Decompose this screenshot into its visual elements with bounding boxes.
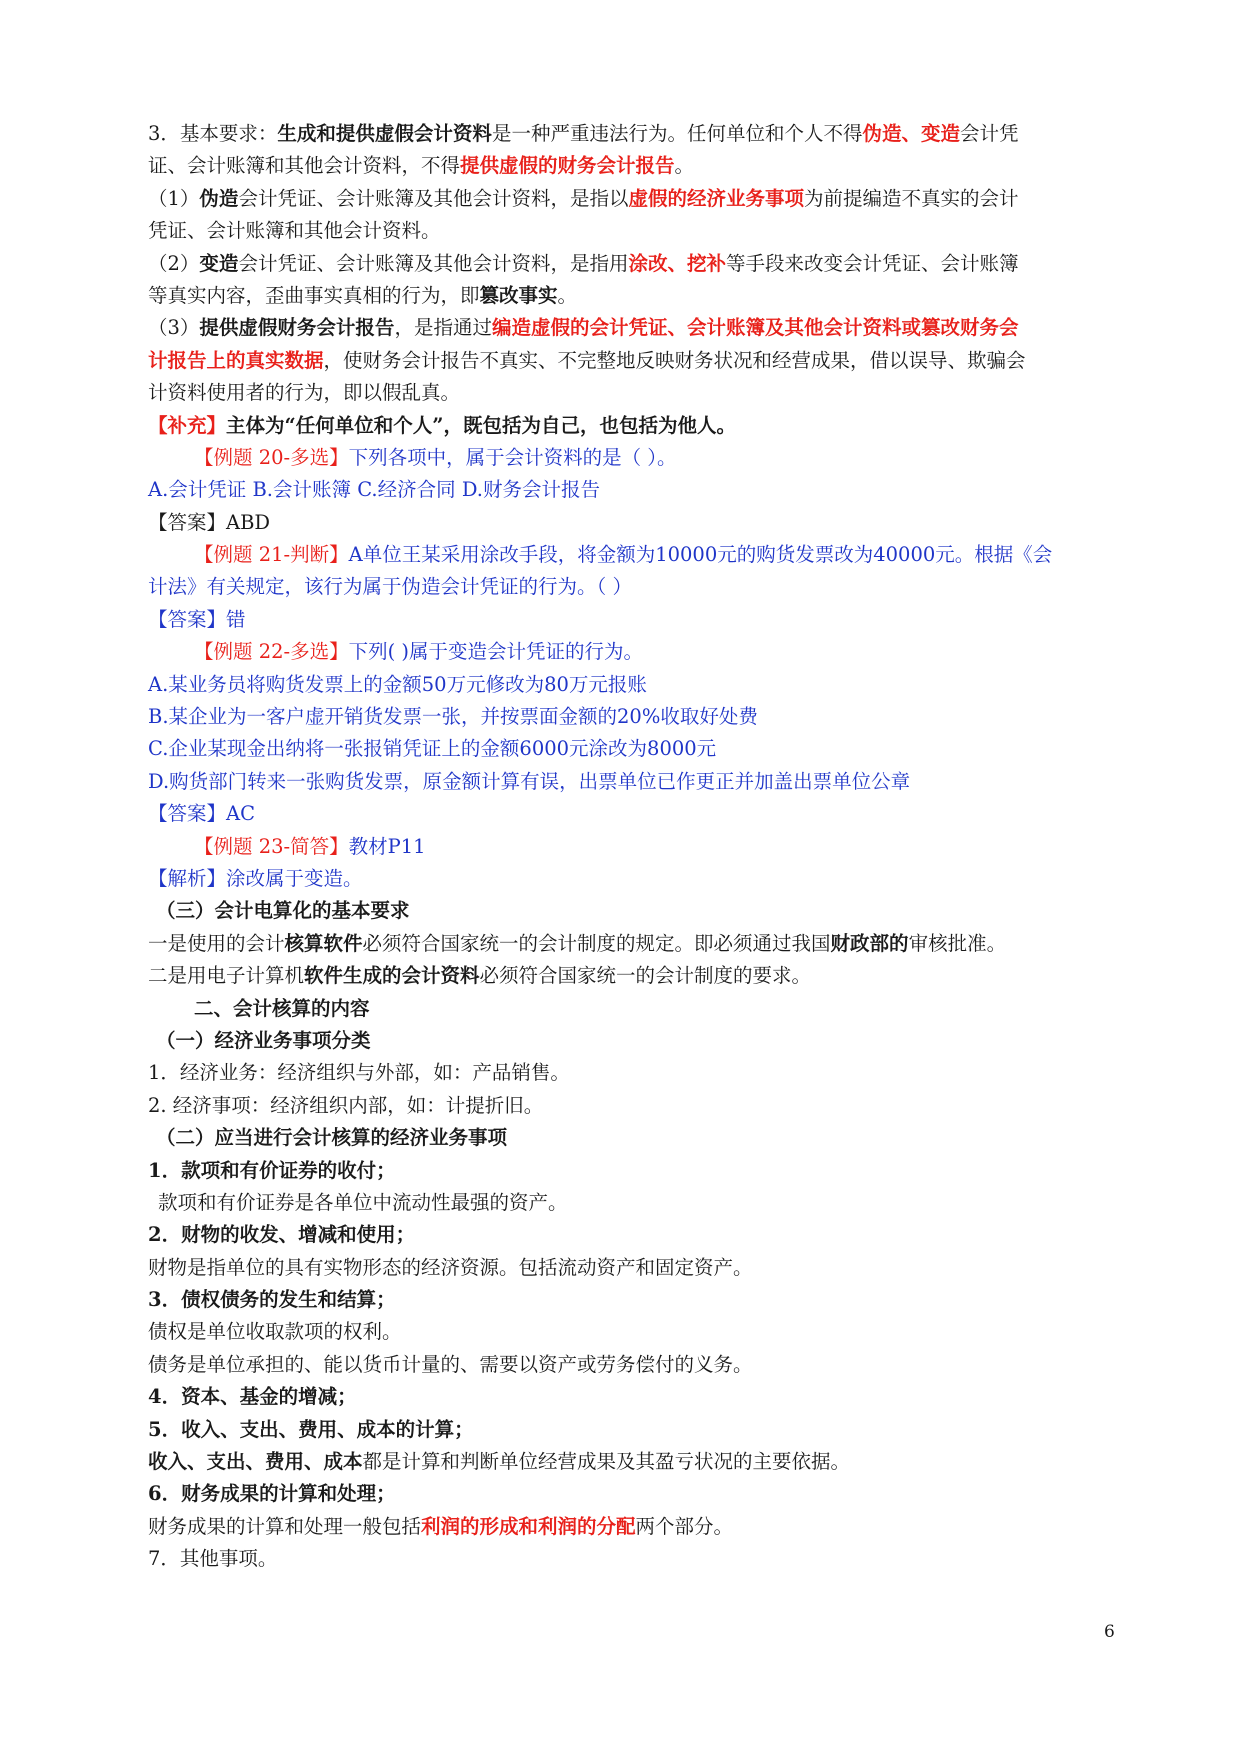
text-line xyxy=(148,669,1120,701)
text-line xyxy=(148,150,1120,182)
text-segment: 【例题 21-判断】 xyxy=(194,543,349,567)
page-number: 6 xyxy=(1104,1622,1115,1642)
text-segment: 5．收入、支出、费用、成本的计算； xyxy=(148,1417,474,1441)
text-segment: 利润的形成和利润的分配 xyxy=(421,1514,636,1538)
text-segment: 等真实内容，歪曲事实真相的行为，即 xyxy=(148,283,480,307)
text-segment: 财物是指单位的具有实物形态的经济资源。包括流动资产和固定资产。 xyxy=(148,1255,753,1279)
text-line xyxy=(148,410,1120,442)
text-segment: 计法》有关规定，该行为属于伪造会计凭证的行为。（ ） xyxy=(148,575,632,599)
text-segment: 1．款项和有价证券的收付； xyxy=(148,1158,396,1182)
text-line xyxy=(148,345,1120,377)
text-line xyxy=(148,1446,1120,1478)
text-segment: 收入、支出、费用、成本 xyxy=(148,1450,363,1474)
text-line xyxy=(148,1284,1120,1316)
text-segment: 【答案】AC xyxy=(148,802,256,826)
text-line xyxy=(148,474,1120,506)
text-segment: 【补充】 xyxy=(148,413,227,437)
text-line xyxy=(148,539,1120,571)
text-segment: 1．经济业务：经济组织与外部，如：产品销售。 xyxy=(148,1061,570,1085)
text-segment: 一是使用的会计 xyxy=(148,931,285,955)
text-segment: 生成和提供虚假会计资料 xyxy=(277,122,492,145)
text-segment: 证、会计账簿和其他会计资料，不得 xyxy=(148,154,461,178)
text-line xyxy=(148,1349,1120,1381)
text-segment: 【例题 20-多选】 xyxy=(194,445,349,469)
text-segment: 提供虚假的财务会计报告 xyxy=(460,154,675,178)
text-segment: 伪造、变造 xyxy=(862,122,960,145)
text-line xyxy=(148,1187,1120,1219)
text-line xyxy=(148,928,1120,960)
text-segment: 下列各项中，属于会计资料的是（ ）。 xyxy=(348,445,677,469)
text-line xyxy=(148,1090,1120,1122)
text-segment: A.某业务员将购货发票上的金额50万元修改为80万元报账 xyxy=(148,672,647,696)
text-segment: A单位王某采用涂改手段，将金额为10000元的购货发票改为40000元。根据《会 xyxy=(348,543,1053,567)
text-segment: 4．资本、基金的增减； xyxy=(148,1385,357,1409)
text-segment: （2） xyxy=(148,251,200,275)
text-segment: 变造 xyxy=(199,251,239,275)
text-segment: 计资料使用者的行为，即以假乱真。 xyxy=(148,381,461,405)
text-line xyxy=(148,312,1120,344)
text-segment: 编造虚假的会计凭证、会计账簿及其他会计资料或篡改财务会 xyxy=(491,316,1019,340)
text-segment: 必须符合国家统一的会计制度的要求。 xyxy=(479,964,812,988)
text-segment: D.购货部门转来一张购货发票，原金额计算有误，出票单位已作更正并加盖出票单位公章 xyxy=(148,769,911,793)
text-segment: 会计凭 xyxy=(959,122,1019,145)
text-segment: 7．其他事项。 xyxy=(148,1547,278,1571)
text-segment: 伪造 xyxy=(199,186,239,210)
text-segment: （一）经济业务事项分类 xyxy=(156,1028,371,1052)
text-segment: （3） xyxy=(148,316,200,340)
text-segment: 篡改事实 xyxy=(479,283,558,307)
text-segment: ，使财务会计报告不真实、不完整地反映财务状况和经营成果，借以误导、欺骗会 xyxy=(323,348,1026,372)
text-segment: ，是指通过 xyxy=(394,316,492,340)
text-line xyxy=(148,733,1120,765)
text-line xyxy=(148,993,1120,1025)
text-segment: 计报告上的真实数据 xyxy=(148,348,324,372)
text-segment: 二、会计核算的内容 xyxy=(194,996,370,1020)
text-segment: A.会计凭证 B.会计账簿 C.经济合同 D.财务会计报告 xyxy=(148,478,600,502)
text-line xyxy=(148,766,1120,798)
text-line xyxy=(148,863,1120,895)
text-line xyxy=(148,1025,1120,1057)
text-segment: 凭证、会计账簿和其他会计资料。 xyxy=(148,219,441,243)
text-segment: 债权是单位收取款项的权利。 xyxy=(148,1320,402,1344)
text-line xyxy=(148,1219,1120,1251)
text-segment: 3．债权债务的发生和结算； xyxy=(148,1288,396,1312)
text-line xyxy=(148,960,1120,992)
text-line xyxy=(148,1252,1120,1284)
text-segment: （三）会计电算化的基本要求 xyxy=(156,899,410,923)
text-segment: 债务是单位承担的、能以货币计量的、需要以资产或劳务偿付的义务。 xyxy=(148,1352,753,1376)
text-segment: 。 xyxy=(674,154,695,178)
text-line xyxy=(148,442,1120,474)
text-segment: 涂改、挖补 xyxy=(628,251,726,275)
text-segment: 【例题 22-多选】 xyxy=(194,640,349,664)
text-segment: 提供虚假财务会计报告 xyxy=(199,316,395,340)
text-line xyxy=(148,183,1120,215)
text-segment: 款项和有价证券是各单位中流动性最强的资产。 xyxy=(158,1190,568,1214)
text-segment: 核算软件 xyxy=(284,931,363,955)
text-segment: 两个部分。 xyxy=(635,1514,734,1538)
text-line xyxy=(148,798,1120,830)
text-line xyxy=(148,215,1120,247)
text-line xyxy=(148,895,1120,927)
text-segment: B.某企业为一客户虚开销货发票一张，并按票面金额的20%收取好处费 xyxy=(148,705,758,729)
text-segment: C.企业某现金出纳将一张报销凭证上的金额6000元涂改为8000元 xyxy=(148,737,717,761)
text-segment: 软件生成的会计资料 xyxy=(304,964,480,988)
text-segment: 会计凭证、会计账簿及其他会计资料，是指以 xyxy=(238,186,629,210)
text-segment: 6．财务成果的计算和处理； xyxy=(148,1482,396,1506)
text-line xyxy=(148,1316,1120,1348)
text-line xyxy=(148,1381,1120,1413)
text-segment: 为前提编造不真实的会计 xyxy=(803,186,1019,210)
text-line xyxy=(148,1057,1120,1089)
text-line xyxy=(148,118,1120,150)
text-segment: 主体为“任何单位和个人”，既包括为自己，也包括为他人。 xyxy=(226,413,736,437)
text-line xyxy=(148,1414,1120,1446)
text-segment: 是一种严重违法行为。任何单位和个人不得 xyxy=(491,122,863,145)
text-segment: 财务成果的计算和处理一般包括 xyxy=(148,1514,422,1538)
text-segment: （1） xyxy=(148,186,200,210)
text-segment: 教材P11 xyxy=(348,834,426,858)
document-page xyxy=(148,118,1120,1576)
text-line xyxy=(148,1511,1120,1543)
text-segment: （二）应当进行会计核算的经济业务事项 xyxy=(156,1126,508,1150)
text-segment: 必须符合国家统一的会计制度的规定。即必须通过我国 xyxy=(362,931,831,955)
text-segment: 财政部的 xyxy=(830,931,909,955)
text-line xyxy=(148,701,1120,733)
text-line xyxy=(148,636,1120,668)
text-line xyxy=(148,571,1120,603)
text-segment: 下列( )属于变造会计凭证的行为。 xyxy=(348,640,644,664)
text-segment: 等手段来改变会计凭证、会计账簿 xyxy=(725,251,1019,275)
text-segment: 审核批准。 xyxy=(908,931,1007,955)
text-segment: 二是用电子计算机 xyxy=(148,964,305,988)
text-line xyxy=(148,507,1120,539)
text-line xyxy=(148,604,1120,636)
text-segment: 【答案】错 xyxy=(148,607,246,631)
text-segment: 3．基本要求： xyxy=(148,122,278,145)
text-line xyxy=(148,1122,1120,1154)
text-line xyxy=(148,831,1120,863)
text-line xyxy=(148,280,1120,312)
text-segment: 。 xyxy=(557,283,578,307)
text-segment: 会计凭证、会计账簿及其他会计资料，是指用 xyxy=(238,251,629,275)
text-segment: 虚假的经济业务事项 xyxy=(628,186,804,210)
text-segment: 【解析】涂改属于变造。 xyxy=(148,866,363,890)
text-line xyxy=(148,1543,1120,1575)
text-segment: 2．财物的收发、增减和使用； xyxy=(148,1223,416,1247)
text-line xyxy=(148,248,1120,280)
text-line xyxy=(148,1155,1120,1187)
text-segment: 【答案】ABD xyxy=(148,510,271,534)
text-segment: 2. 经济事项：经济组织内部，如：计提折旧。 xyxy=(148,1093,544,1117)
text-segment: 【例题 23-简答】 xyxy=(194,834,349,858)
text-segment: 都是计算和判断单位经营成果及其盈亏状况的主要依据。 xyxy=(362,1450,851,1474)
text-line xyxy=(148,1478,1120,1510)
text-line xyxy=(148,377,1120,409)
